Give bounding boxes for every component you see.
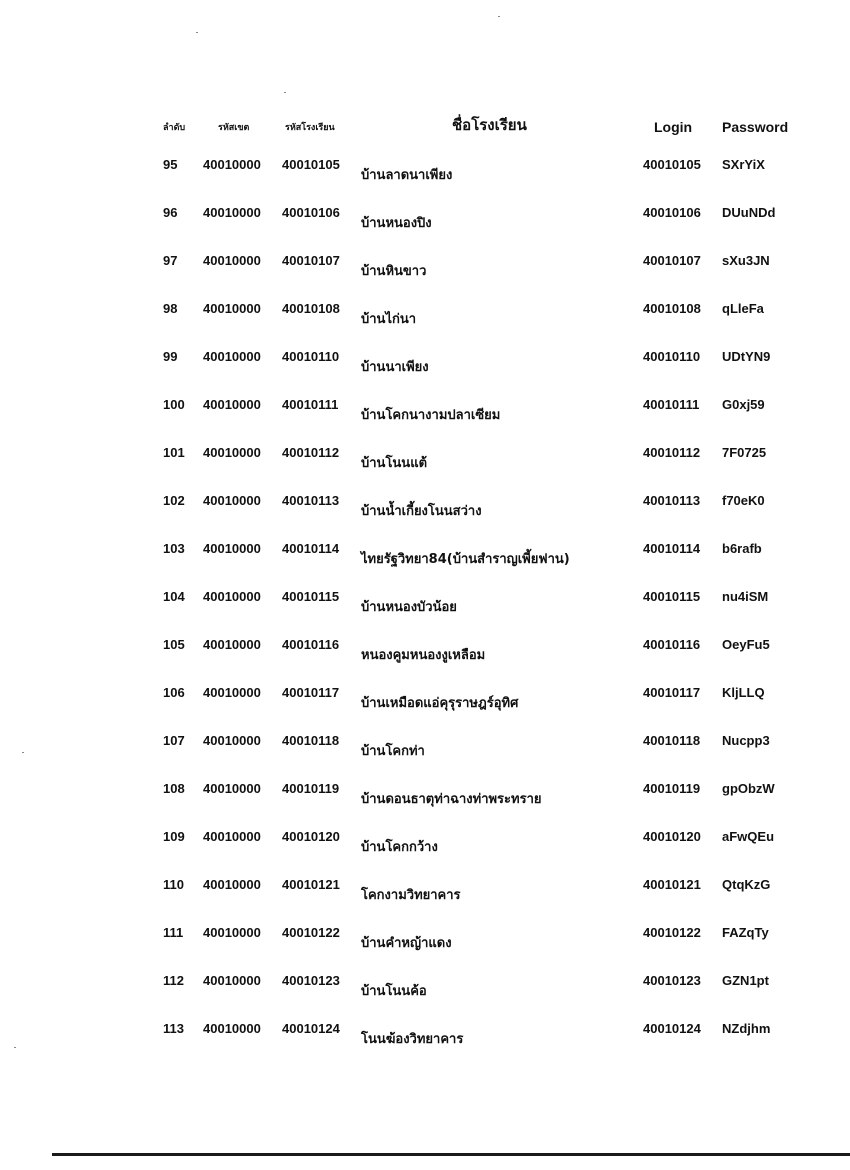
- school-name: บ้านไก่นา: [361, 312, 417, 327]
- password-value: qLleFa: [722, 301, 764, 316]
- row-number: 96: [163, 205, 178, 220]
- table-row: [0, 877, 850, 917]
- school-name: บ้านดอนธาตุท่าฉางท่าพระทราย: [361, 792, 542, 807]
- scan-speck: [284, 92, 286, 93]
- login-id: 40010117: [643, 685, 701, 700]
- table-row: [0, 445, 850, 485]
- school-code: 40010111: [282, 397, 339, 412]
- login-id: 40010122: [643, 925, 701, 940]
- school-code: 40010116: [282, 637, 340, 652]
- header-no: ลำดับ: [163, 122, 186, 132]
- login-id: 40010115: [643, 589, 701, 604]
- password-value: FAZqTy: [722, 925, 769, 940]
- password-value: f70eK0: [722, 493, 765, 508]
- row-number: 113: [163, 1021, 184, 1036]
- table-row: [0, 973, 850, 1013]
- login-id: 40010112: [643, 445, 701, 460]
- login-id: 40010107: [643, 253, 701, 268]
- password-value: GZN1pt: [722, 973, 769, 988]
- district-code: 40010000: [203, 493, 261, 508]
- school-name: บ้านหนองบัวน้อย: [361, 600, 457, 615]
- school-name: บ้านหนองปิง: [361, 216, 432, 231]
- district-code: 40010000: [203, 157, 261, 172]
- school-code: 40010119: [282, 781, 340, 796]
- district-code: 40010000: [203, 253, 261, 268]
- password-value: NZdjhm: [722, 1021, 771, 1036]
- school-name: บ้านหินขาว: [361, 264, 427, 279]
- district-code: 40010000: [203, 733, 261, 748]
- table-row: [0, 1021, 850, 1061]
- school-code: 40010105: [282, 157, 340, 172]
- row-number: 97: [163, 253, 178, 268]
- row-number: 100: [163, 397, 185, 412]
- school-name: โนนฆ้องวิทยาคาร: [361, 1032, 464, 1047]
- school-name: บ้านโนนแต้: [361, 456, 428, 471]
- table-row: [0, 925, 850, 965]
- login-id: 40010113: [643, 493, 701, 508]
- school-name: บ้านน้ำเกี้ยงโนนสว่าง: [361, 504, 482, 519]
- district-code: 40010000: [203, 877, 261, 892]
- school-code: 40010107: [282, 253, 340, 268]
- district-code: 40010000: [203, 925, 261, 940]
- table-row: [0, 781, 850, 821]
- row-number: 109: [163, 829, 185, 844]
- school-name: บ้านโนนค้อ: [361, 984, 427, 999]
- row-number: 104: [163, 589, 185, 604]
- header-school-name: ชื่อโรงเรียน: [452, 116, 527, 134]
- password-value: sXu3JN: [722, 253, 770, 268]
- row-number: 95: [163, 157, 178, 172]
- password-value: Nucpp3: [722, 733, 770, 748]
- district-code: 40010000: [203, 829, 261, 844]
- school-code: 40010114: [282, 541, 340, 556]
- table-row: [0, 829, 850, 869]
- school-code: 40010110: [282, 349, 340, 364]
- login-id: 40010116: [643, 637, 701, 652]
- header-district: รหัสเขต: [218, 122, 250, 132]
- bottom-border-line: [52, 1153, 850, 1156]
- table-row: [0, 589, 850, 629]
- login-id: 40010105: [643, 157, 701, 172]
- header-login: Login: [654, 119, 693, 135]
- school-code: 40010122: [282, 925, 340, 940]
- district-code: 40010000: [203, 1021, 261, 1036]
- district-code: 40010000: [203, 445, 261, 460]
- row-number: 107: [163, 733, 185, 748]
- district-code: 40010000: [203, 685, 261, 700]
- login-id: 40010118: [643, 733, 701, 748]
- login-id: 40010124: [643, 1021, 701, 1036]
- row-number: 101: [163, 445, 185, 460]
- password-value: OeyFu5: [722, 637, 770, 652]
- row-number: 99: [163, 349, 178, 364]
- password-value: UDtYN9: [722, 349, 771, 364]
- school-code: 40010118: [282, 733, 340, 748]
- table-row: [0, 301, 850, 341]
- school-name: บ้านนาเพียง: [361, 360, 429, 375]
- table-row: [0, 157, 850, 197]
- school-name: หนองคูมหนองงูเหลือม: [361, 648, 486, 663]
- school-code: 40010108: [282, 301, 340, 316]
- login-id: 40010121: [643, 877, 701, 892]
- school-name: ไทยรัฐวิทยา84(บ้านสำราญเพี้ยฟาน): [361, 552, 570, 567]
- password-value: KljLLQ: [722, 685, 765, 700]
- table-row: [0, 541, 850, 581]
- school-code: 40010106: [282, 205, 340, 220]
- school-code: 40010115: [282, 589, 340, 604]
- table-row: [0, 253, 850, 293]
- table-row: [0, 349, 850, 389]
- school-name: บ้านลาดนาเพียง: [361, 168, 453, 183]
- school-name: โคกงามวิทยาคาร: [361, 888, 461, 903]
- password-value: 7F0725: [722, 445, 767, 460]
- password-value: DUuNDd: [722, 205, 776, 220]
- login-id: 40010120: [643, 829, 701, 844]
- school-code: 40010120: [282, 829, 340, 844]
- district-code: 40010000: [203, 301, 261, 316]
- row-number: 110: [163, 877, 184, 892]
- table-row: [0, 637, 850, 677]
- password-value: aFwQEu: [722, 829, 775, 844]
- district-code: 40010000: [203, 349, 261, 364]
- table-row: [0, 205, 850, 245]
- password-value: G0xj59: [722, 397, 765, 412]
- school-name: บ้านโคกท่า: [361, 744, 425, 759]
- row-number: 108: [163, 781, 185, 796]
- row-number: 105: [163, 637, 185, 652]
- password-value: nu4iSM: [722, 589, 769, 604]
- district-code: 40010000: [203, 397, 261, 412]
- login-id: 40010106: [643, 205, 701, 220]
- school-name: บ้านโคกกว้าง: [361, 840, 438, 855]
- row-number: 106: [163, 685, 185, 700]
- login-id: 40010108: [643, 301, 701, 316]
- school-code: 40010121: [282, 877, 340, 892]
- row-number: 98: [163, 301, 178, 316]
- header-password: Password: [722, 119, 789, 135]
- school-name: บ้านคำหญ้าแดง: [361, 936, 452, 951]
- login-id: 40010123: [643, 973, 701, 988]
- row-number: 111: [163, 925, 184, 940]
- district-code: 40010000: [203, 205, 261, 220]
- district-code: 40010000: [203, 637, 261, 652]
- table-row: [0, 397, 850, 437]
- table-row: [0, 685, 850, 725]
- table-row: [0, 493, 850, 533]
- school-name: บ้านเหมือดแอ่คุรุราษฎร์อุทิศ: [361, 696, 519, 711]
- district-code: 40010000: [203, 781, 261, 796]
- password-value: b6rafb: [722, 541, 762, 556]
- row-number: 112: [163, 973, 184, 988]
- login-id: 40010110: [643, 349, 701, 364]
- password-value: gpObzW: [722, 781, 775, 796]
- district-code: 40010000: [203, 589, 261, 604]
- row-number: 103: [163, 541, 185, 556]
- district-code: 40010000: [203, 973, 261, 988]
- header-school-code: รหัสโรงเรียน: [285, 122, 335, 132]
- district-code: 40010000: [203, 541, 261, 556]
- school-name: บ้านโคกนางามปลาเซียม: [361, 408, 501, 423]
- login-id: 40010111: [643, 397, 700, 412]
- table-row: [0, 733, 850, 773]
- row-number: 102: [163, 493, 185, 508]
- password-value: QtqKzG: [722, 877, 771, 892]
- school-code: 40010113: [282, 493, 340, 508]
- scan-speck: [498, 16, 500, 17]
- login-id: 40010114: [643, 541, 701, 556]
- scan-speck: [196, 32, 198, 33]
- login-id: 40010119: [643, 781, 701, 796]
- school-code: 40010112: [282, 445, 340, 460]
- password-value: SXrYiX: [722, 157, 765, 172]
- school-code: 40010124: [282, 1021, 340, 1036]
- school-code: 40010123: [282, 973, 340, 988]
- school-code: 40010117: [282, 685, 340, 700]
